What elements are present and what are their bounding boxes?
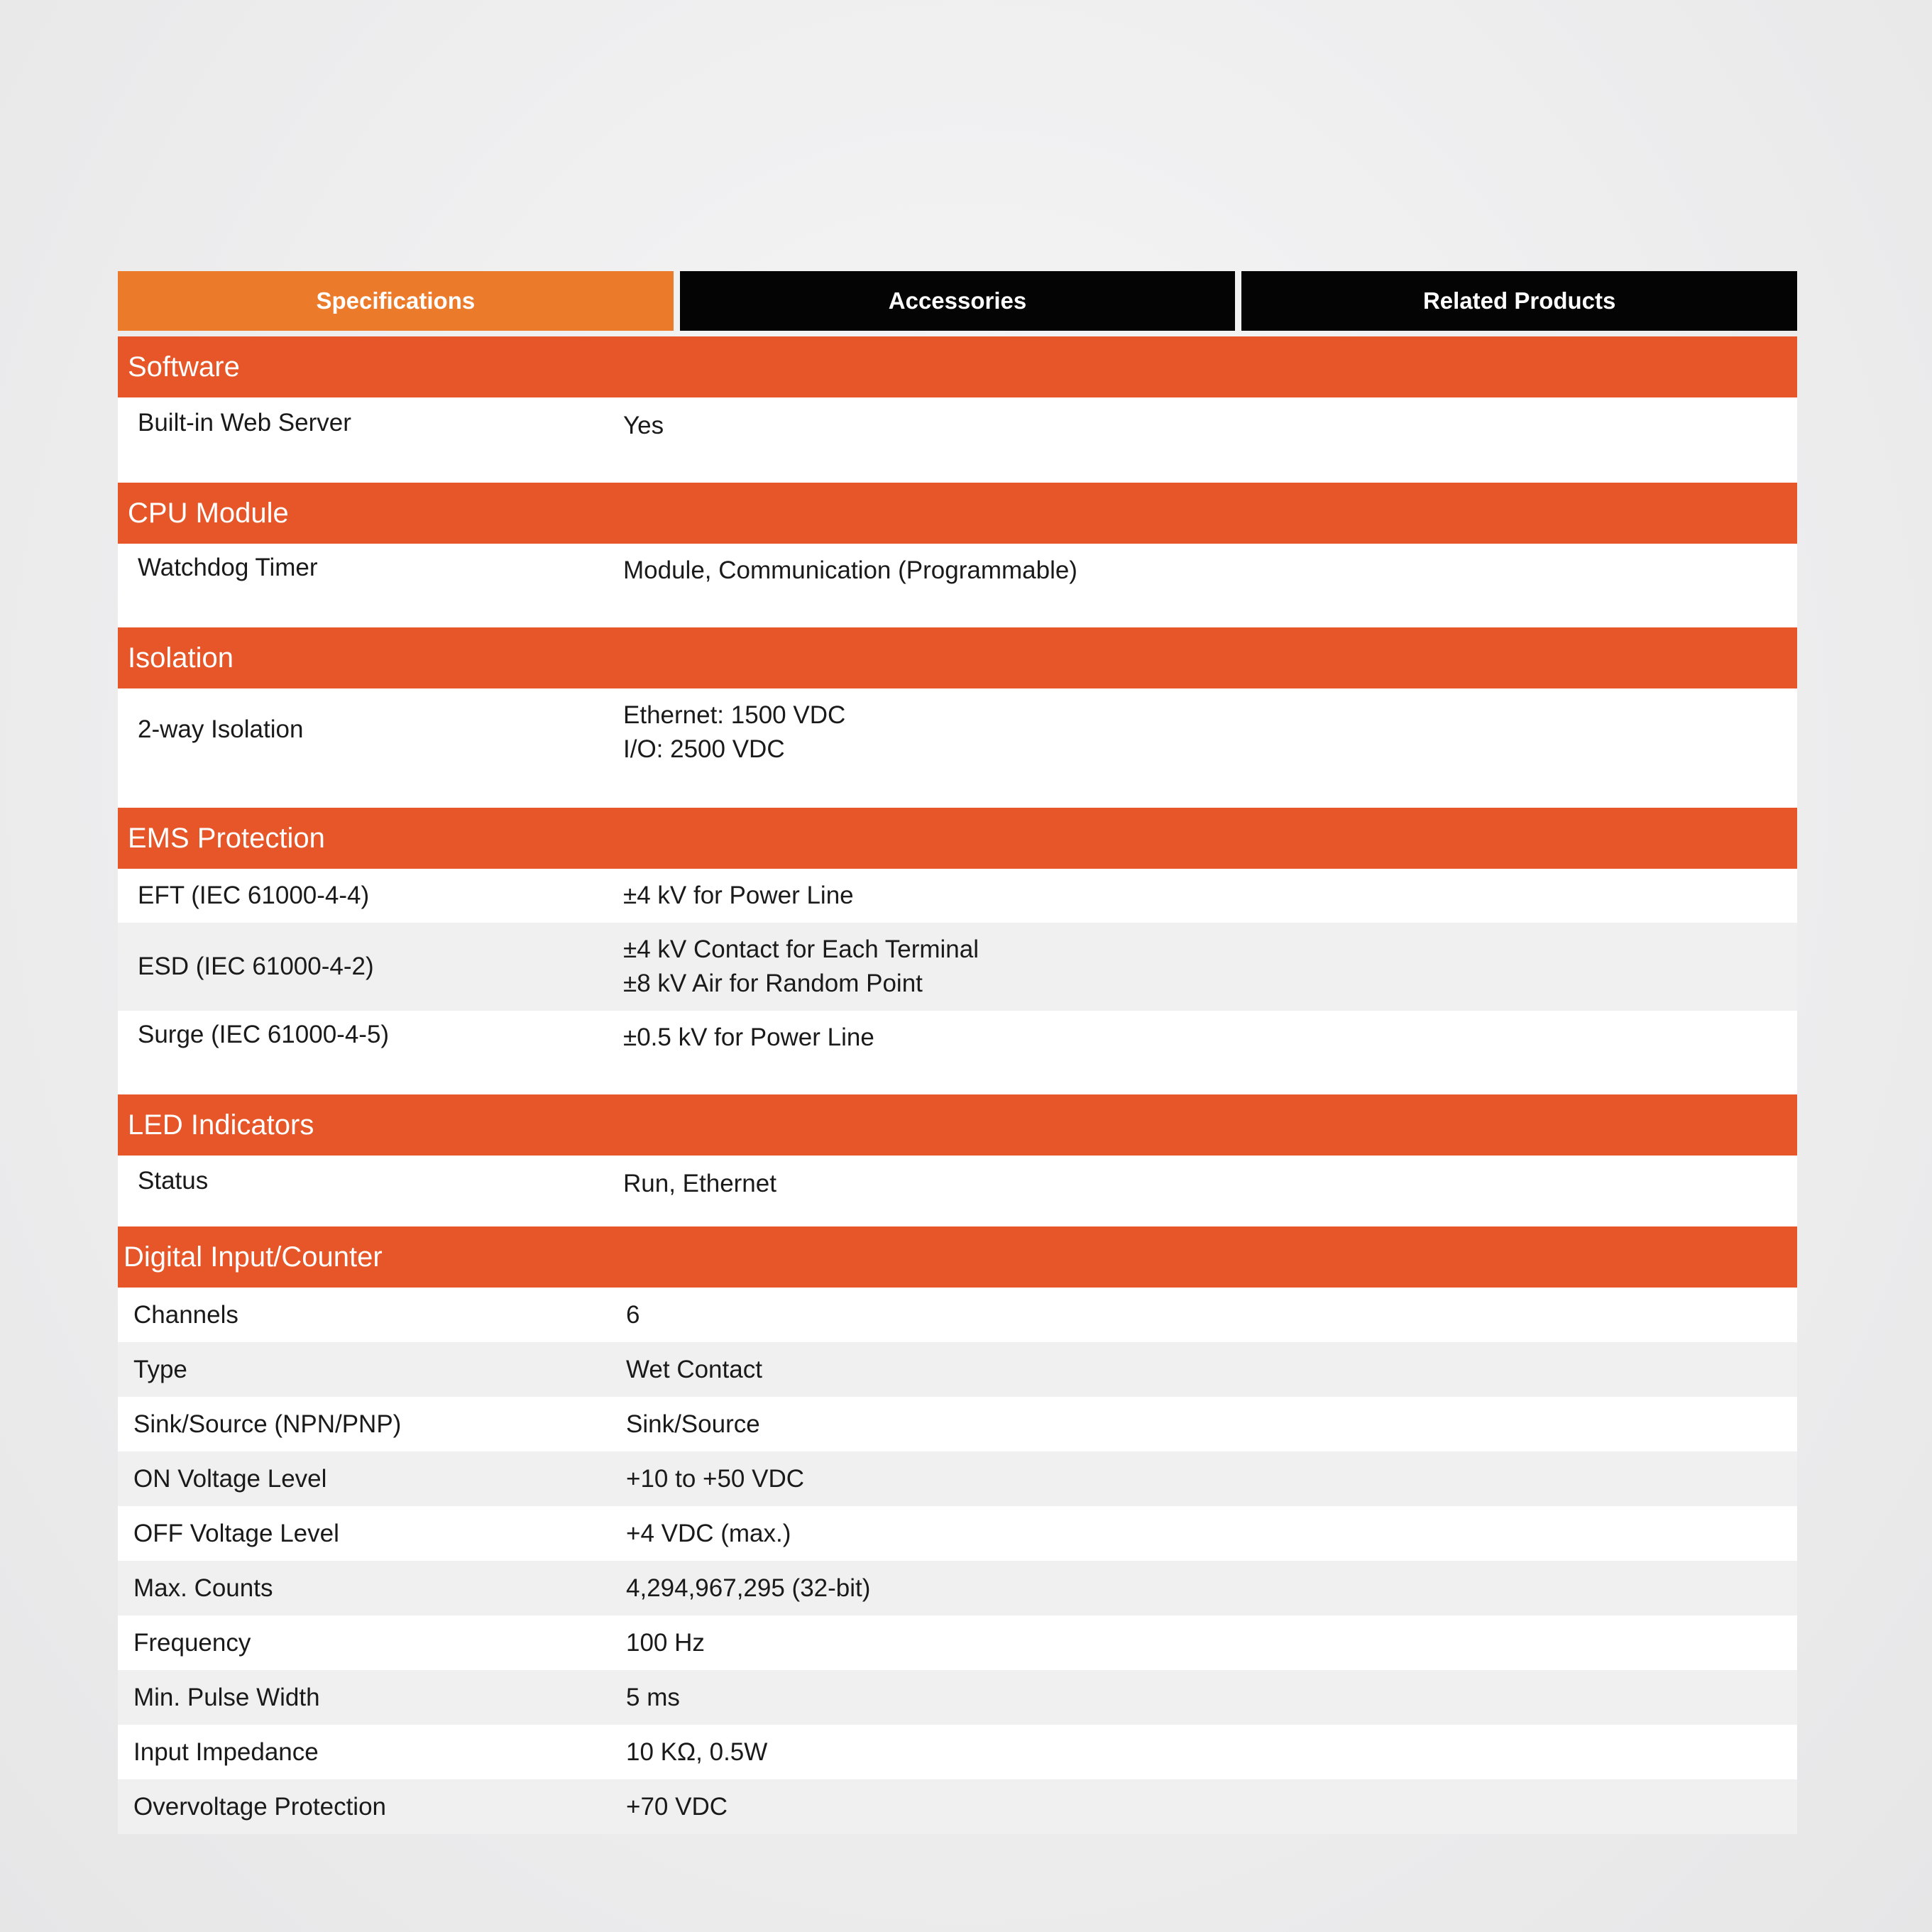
row-label: Sink/Source (NPN/PNP) <box>133 1410 402 1438</box>
row-value: 100 Hz <box>626 1628 705 1657</box>
row-value: +10 to +50 VDC <box>626 1464 804 1493</box>
row-value <box>623 698 1797 767</box>
tab-related-products[interactable]: Related Products <box>1241 271 1797 331</box>
row-value: Run, Ethernet <box>623 1170 776 1197</box>
table-row <box>118 544 1797 627</box>
row-label: Min. Pulse Width <box>133 1683 320 1711</box>
row-label: Watchdog Timer <box>138 554 318 581</box>
row-label: 2-way Isolation <box>138 715 304 743</box>
section-title: Digital Input/Counter <box>118 1226 1797 1288</box>
row-label: ON Voltage Level <box>133 1464 327 1493</box>
section-software <box>118 336 1797 483</box>
table-row <box>118 1670 1797 1725</box>
table-row <box>118 1779 1797 1834</box>
table-row <box>118 1011 1797 1094</box>
section-title: EMS Protection <box>118 808 1797 869</box>
row-label: Channels <box>133 1300 238 1329</box>
section-title: Software <box>118 336 1797 397</box>
table-row <box>118 1397 1797 1451</box>
table-row <box>118 869 1797 923</box>
table-row <box>118 1561 1797 1615</box>
table-row <box>118 1156 1797 1226</box>
row-label: EFT (IEC 61000-4-4) <box>138 882 370 909</box>
table-row <box>118 1342 1797 1397</box>
row-label: Overvoltage Protection <box>133 1792 387 1821</box>
table-row <box>118 1725 1797 1779</box>
row-value: Module, Communication (Programmable) <box>623 556 1077 584</box>
row-value: Wet Contact <box>626 1355 762 1383</box>
table-row <box>118 1288 1797 1342</box>
row-value: Sink/Source <box>626 1410 760 1438</box>
value-line: I/O: 2500 VDC <box>623 735 785 763</box>
row-label: OFF Voltage Level <box>133 1519 339 1547</box>
section-title: Isolation <box>118 627 1797 688</box>
row-value: ±0.5 kV for Power Line <box>623 1023 874 1051</box>
section-title: CPU Module <box>118 483 1797 544</box>
row-label: Status <box>138 1167 209 1195</box>
section-title: LED Indicators <box>118 1094 1797 1156</box>
row-label: Max. Counts <box>133 1574 273 1602</box>
value-line: ±4 kV Contact for Each Terminal <box>623 935 979 963</box>
section-ems-protection <box>118 808 1797 1094</box>
row-label: Frequency <box>133 1628 251 1657</box>
row-value <box>623 933 1797 1001</box>
row-value: +70 VDC <box>626 1792 728 1821</box>
row-value: +4 VDC (max.) <box>626 1519 791 1547</box>
table-row <box>118 1615 1797 1670</box>
table-row <box>118 923 1797 1011</box>
value-line: Ethernet: 1500 VDC <box>623 701 846 729</box>
section-digital-input-counter <box>118 1226 1797 1834</box>
table-row <box>118 1506 1797 1561</box>
row-label: Input Impedance <box>133 1738 319 1766</box>
row-label: ESD (IEC 61000-4-2) <box>138 953 374 980</box>
row-value: Yes <box>623 412 664 439</box>
row-value: 4,294,967,295 (32-bit) <box>626 1574 871 1602</box>
row-value: ±4 kV for Power Line <box>623 882 854 909</box>
tab-accessories[interactable]: Accessories <box>680 271 1236 331</box>
table-row <box>118 397 1797 483</box>
section-led-indicators <box>118 1094 1797 1226</box>
spec-panel <box>118 271 1797 1834</box>
value-line: ±8 kV Air for Random Point <box>623 970 923 997</box>
row-value: 6 <box>626 1300 640 1329</box>
section-isolation <box>118 627 1797 808</box>
row-value: 10 KΩ, 0.5W <box>626 1738 768 1766</box>
section-cpu-module <box>118 483 1797 627</box>
row-label: Built-in Web Server <box>138 409 351 437</box>
table-row <box>118 688 1797 808</box>
tab-bar <box>118 271 1797 331</box>
row-label: Surge (IEC 61000-4-5) <box>138 1021 390 1048</box>
tab-specifications[interactable]: Specifications <box>118 271 674 331</box>
row-value: 5 ms <box>626 1683 680 1711</box>
table-row <box>118 1451 1797 1506</box>
row-label: Type <box>133 1355 187 1383</box>
